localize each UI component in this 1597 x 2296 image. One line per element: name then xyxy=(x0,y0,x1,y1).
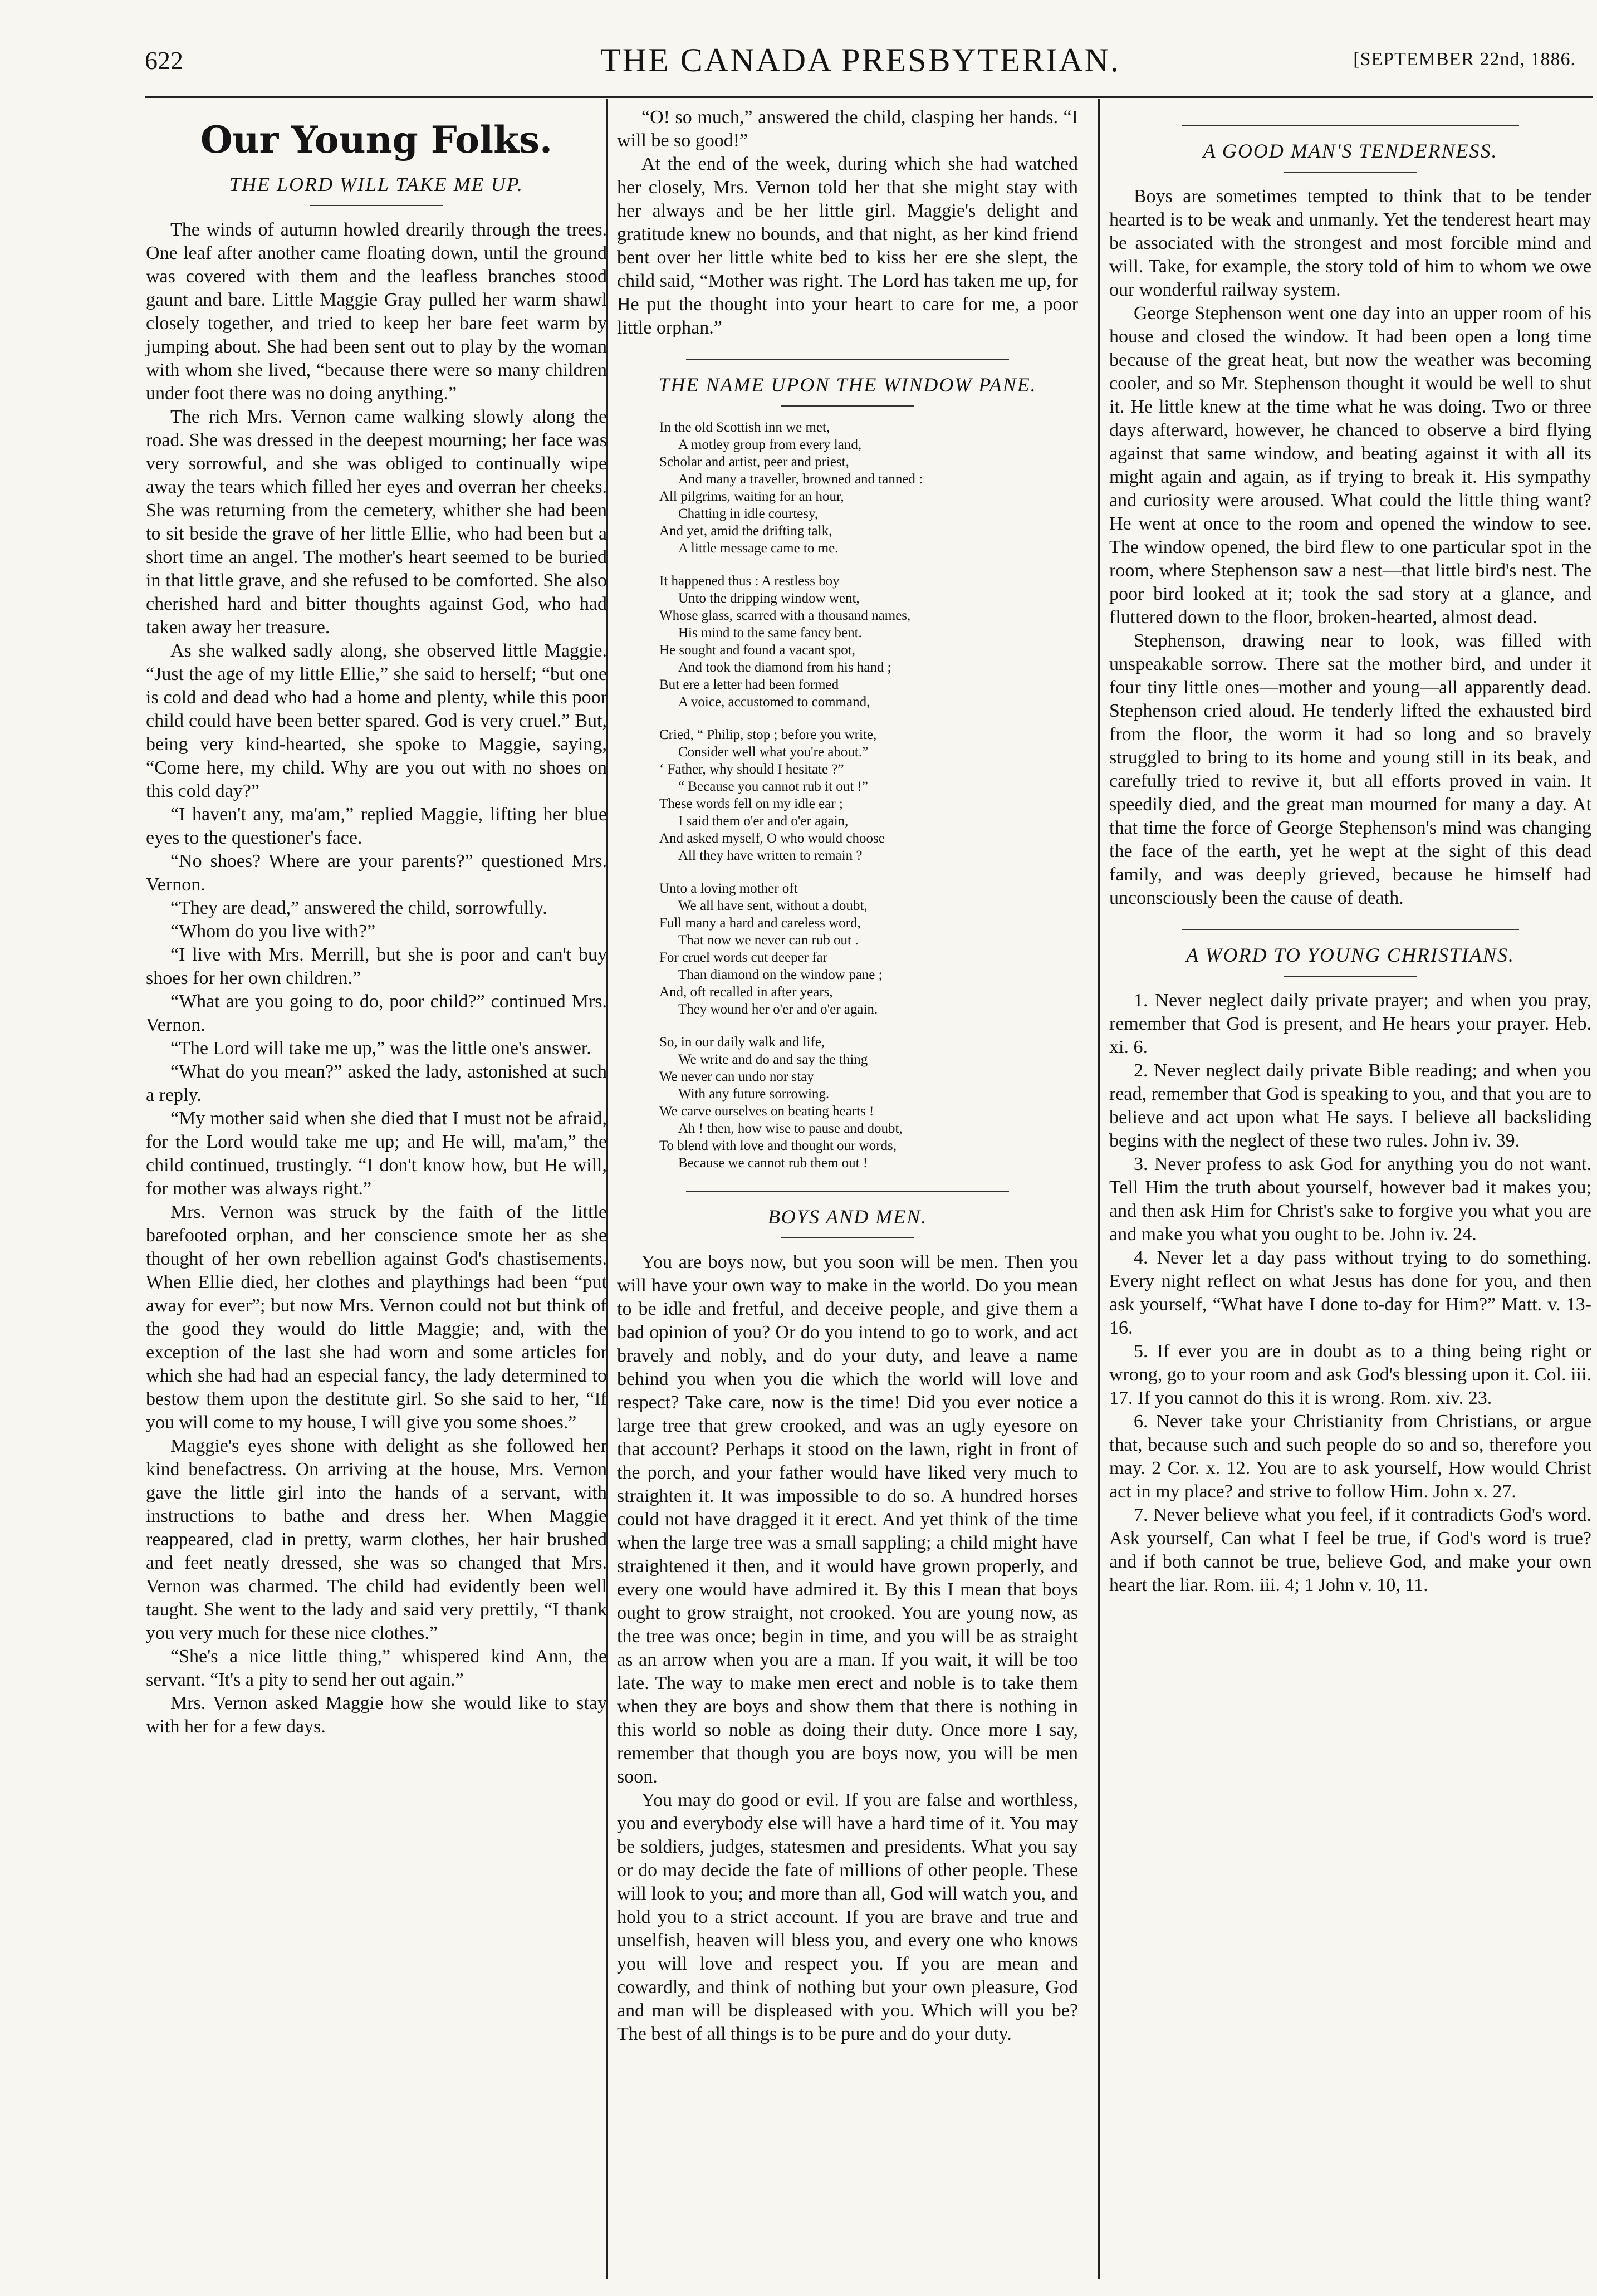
article-body xyxy=(617,1251,1078,2046)
stanza xyxy=(659,880,1078,1018)
paragraph: “They are dead,” answered the child, sorrowfully. xyxy=(170,898,547,918)
poem-line: And yet, amid the drifting talk, xyxy=(659,523,832,538)
paragraph: 1. Never neglect daily private prayer; and when you pray, remember that God is present, and He hears your prayer. Heb. xi. 6. xyxy=(1109,990,1591,1058)
poem-line: We all have sent, without a doubt, xyxy=(678,898,868,913)
poem-line: Unto the dripping window went, xyxy=(678,591,860,606)
poem-line: These words fell on my idle ear ; xyxy=(659,796,843,811)
title-rule xyxy=(781,1237,914,1238)
title-rule xyxy=(310,205,443,206)
paragraph: “No shoes? Where are your parents?” questioned Mrs. Vernon. xyxy=(146,851,607,895)
article-body xyxy=(1109,185,1591,910)
poem-line: And asked myself, O who would choose xyxy=(659,831,885,846)
article-title: THE NAME UPON THE WINDOW PANE. xyxy=(658,374,1037,396)
title-rule xyxy=(1284,976,1417,977)
paragraph: Boys are sometimes tempted to think that to be tender hearted is to be weak and unmanly. Yet the tenderest heart may be associated with the strongest and most forcible mind and will. Take, for example, the story told of him to whom we owe our wonderful railway system. xyxy=(1109,186,1591,300)
poem-line: Consider well what you're about.” xyxy=(678,745,869,760)
paragraph: “O! so much,” answered the child, clasping her hands. “I will be so good!” xyxy=(617,107,1078,151)
article-body xyxy=(146,218,607,1739)
poem-line: And, oft recalled in after years, xyxy=(659,985,833,1000)
poem-line: And took the diamond from his hand ; xyxy=(678,660,891,675)
newspaper-title: THE CANADA PRESBYTERIAN. xyxy=(600,42,1120,79)
section-rule xyxy=(686,1191,1009,1192)
poem-line: He sought and found a vacant spot, xyxy=(659,643,856,658)
paragraph: Maggie's eyes shone with delight as she followed her kind benefactress. On arriving at the house, Mrs. Vernon gave the little girl into the hands of a servant, with instructions to bathe and dress her. When Maggie reappeared, clad in pretty, warm clothes, her hair brushed and feet neatly dressed, she was so changed that Mrs. Vernon was charmed. The child had evidently been well taught. She went to the lady and said very prettily, “I thank you very much for these nice clothes.” xyxy=(146,1436,607,1643)
column-3 xyxy=(1109,106,1591,1597)
paragraph: “The Lord will take me up,” was the little one's answer. xyxy=(170,1038,591,1059)
paragraph: Mrs. Vernon was struck by the faith of the little barefooted orphan, and her conscience smote her as she thought of her own rebellion against God's chastisements. When Ellie died, her clothes and playthings had been “put away for ever”; but now Mrs. Vernon could not but think of the good they would do little Maggie; and, with the exception of the last she had worn and some articles for which she had had an especial fancy, the lady determined to bestow them upon the destitute girl. So she said to her, “If you will come to my house, I will give you some shoes.” xyxy=(146,1202,607,1433)
article-title: A GOOD MAN'S TENDERNESS. xyxy=(1203,140,1498,162)
paragraph: Stephenson, drawing near to look, was filled with unspeakable sorrow. There sat the mother bird, and under it four tiny little ones—mother and young—all apparently dead. Stephenson cried aloud. He tenderly lifted the exhausted bird from the floor, the worm it had so long and so bravely struggled to bring to its home and young still in its beak, and carefully tried to revive it, but all efforts proved in vain. It speedily died, and the great man mourned for many a day. At that time the force of George Stephenson's mind was changing the face of the earth, yet he wept at the sight of this dead family, and was deeply grieved, because he himself had unconsciously been the cause of death. xyxy=(1109,630,1591,908)
poem-line: His mind to the same fancy bent. xyxy=(678,625,862,640)
title-rule xyxy=(1284,172,1417,173)
poem-line: Whose glass, scarred with a thousand names, xyxy=(659,608,911,623)
article-title: THE LORD WILL TAKE ME UP. xyxy=(229,173,524,195)
poem-line: It happened thus : A restless boy xyxy=(659,574,840,589)
poem-line: But ere a letter had been formed xyxy=(659,677,839,692)
paragraph: “Whom do you live with?” xyxy=(170,921,376,942)
stanza xyxy=(659,1034,1078,1172)
section-rule xyxy=(1182,125,1519,126)
section-rule xyxy=(686,359,1009,360)
column-divider xyxy=(1098,99,1100,2279)
poem-line: I said them o'er and o'er again, xyxy=(678,814,849,829)
section-rule xyxy=(1182,929,1519,930)
paragraph: Mrs. Vernon asked Maggie how she would like to stay with her for a few days. xyxy=(146,1693,607,1737)
paragraph: You are boys now, but you soon will be men. Then you will have your own way to make in the world. Do you mean to be idle and fretful, and deceive people, and give them a bad opinion of you? Or do you intend to go to work, and act bravely and nobly, and do your duty, and leave a name behind you when you die which the world will love and respect? Take care, now is the time! Did you ever notice a large tree that grew crooked, and was an ugly eyesore on that account? Perhaps it stood on the lawn, right in front of the porch, and your father would have liked very much to straighten it. It was impossible to do so. A hundred horses could not have dragged it it erect. And yet think of the time when the large tree was a small sappling; a child might have straightened it then, and it would have grown properly, and every one would have admired it. By this I mean that boys ought to grow straight, not crooked. You are young now, as the tree was once; begin in time, and you will be as straight as an arrow when you are a man. If you wait, it will be too late. The way to make men erect and noble is to take them when they are boys and show them that there is nothing in this world so noble as doing their duty. Once more I say, remember that though you are boys now, you will be men soon. xyxy=(617,1252,1078,1787)
column-2 xyxy=(617,106,1078,2046)
poem-line: Scholar and artist, peer and priest, xyxy=(659,454,849,469)
poem-line: Than diamond on the window pane ; xyxy=(678,967,883,982)
paragraph: As she walked sadly along, she observed little Maggie. “Just the age of my little Ellie,” she said to herself; “but one is cold and dead who had a home and plenty, while this poor child could have been better spared. God is very cruel.” But, being very kind-hearted, she spoke to Maggie, saying, “Come here, my child. Why are you out with no shoes on this cold day?” xyxy=(146,640,607,801)
poem xyxy=(659,419,1078,1172)
stanza xyxy=(659,419,1078,557)
paragraph: George Stephenson went one day into an upper room of his house and closed the window. It had been open a long time because of the great heat, but now the weather was becoming cooler, and so Mr. Stephenson thought it would be well to shut it. He little knew at the time what he was doing. Two or three days afterward, however, he chanced to observe a bird flying against that same window, and beating against it with all its might again and again, as if trying to break it. His sympathy and curiosity were aroused. What could the little thing want? He went at once to the room and opened the window to see. The window opened, the bird flew to one particular spot in the room, where Stephenson saw a nest—that little bird's nest. The poor bird looked at it; took the sad story at a glance, and fluttered down to the floor, broken-hearted, almost dead. xyxy=(1109,303,1591,628)
poem-line: A little message came to me. xyxy=(678,541,839,556)
poem-line: Ah ! then, how wise to pause and doubt, xyxy=(678,1121,903,1136)
poem-line: We carve ourselves on beating hearts ! xyxy=(659,1104,874,1119)
poem-line: ‘ Father, why should I hesitate ?” xyxy=(659,762,844,777)
paragraph: “I live with Mrs. Merrill, but she is poor and can't buy shoes for her own children.” xyxy=(146,944,607,988)
poem-line: Because we cannot rub them out ! xyxy=(678,1156,868,1171)
section-banner: Our Young Folks. xyxy=(200,118,552,161)
paragraph: “What are you going to do, poor child?” continued Mrs. Vernon. xyxy=(146,991,607,1035)
paragraph: 3. Never profess to ask God for anything you do not want. Tell Him the truth about yourself, however bad it makes you; and then ask Him for Christ's sake to forgive you what you are and make you what you ought to be. John iv. 24. xyxy=(1109,1154,1591,1245)
column-1 xyxy=(146,106,607,1739)
paragraph: “She's a nice little thing,” whispered kind Ann, the servant. “It's a pity to send her out again.” xyxy=(146,1646,607,1690)
paragraph: You may do good or evil. If you are false and worthless, you and everybody else will have a hard time of it. You may be soldiers, judges, statesmen and presidents. What you say or do may decide the fate of millions of other people. These will look to you; and more than all, God will watch you, and hold you to a strict account. If you are brave and true and unselfish, heaven will bless you, and every one who knows you will love and respect you. If you are mean and cowardly, and think of nothing but your own pleasure, God and man will be displeased with you. Which will you be? The best of all things is to be pure and do your duty. xyxy=(617,1790,1078,2044)
stanza xyxy=(659,726,1078,864)
poem-line: With any future sorrowing. xyxy=(678,1086,830,1102)
paragraph: 4. Never let a day pass without trying to do something. Every night reflect on what Jesus has done for you, and then ask yourself, “What have I done to-day for Him?” Matt. v. 13-16. xyxy=(1109,1247,1591,1338)
paragraph: “My mother said when she died that I must not be afraid, for the Lord would take me up; and He will, ma'am,” the child continued, trustingly. “I don't know how, but He will, for mother was always right.” xyxy=(146,1108,607,1199)
poem-line: For cruel words cut deeper far xyxy=(659,950,827,965)
poem-line: We write and do and say the thing xyxy=(678,1052,868,1067)
title-rule xyxy=(781,405,914,407)
article-title: BOYS AND MEN. xyxy=(767,1206,928,1228)
article-body xyxy=(1109,989,1591,1597)
paragraph: At the end of the week, during which she had watched her closely, Mrs. Vernon told her that she might stay with her always and be her little girl. Maggie's delight and gratitude knew no bounds, and that night, as her kind friend bent over her little white bed to kiss her ere she slept, the child said, “Mother was right. The Lord has taken me up, for He put the thought into your heart to care for me, a poor little orphan.” xyxy=(617,154,1078,338)
issue-date: [SEPTEMBER 22nd, 1886. xyxy=(1353,49,1576,70)
poem-line: All pilgrims, waiting for an hour, xyxy=(659,489,844,504)
poem-line: Chatting in idle courtesy, xyxy=(678,506,819,521)
poem-line: A voice, accustomed to command, xyxy=(678,694,870,709)
poem-line: To blend with love and thought our words, xyxy=(659,1138,897,1153)
paragraph: The rich Mrs. Vernon came walking slowly along the road. She was dressed in the deepest mourning; her face was very sorrowful, and she was obliged to continually wipe away the tears which filled her eyes and overran her cheeks. She was returning from the cemetery, whither she had been to sit beside the grave of her little Ellie, who had been but a short time an angel. The mother's heart seemed to be buried in that little grave, and she refused to be comforted. She also cherished hard and bitter thoughts against God, who had taken away her treasure. xyxy=(146,407,607,638)
paragraph: 7. Never believe what you feel, if it contradicts God's word. Ask yourself, Can what I feel be true, if God's word is true? and if both cannot be true, believe God, and make your own heart the liar. Rom. iii. 4; 1 John v. 10, 11. xyxy=(1109,1505,1591,1595)
poem-line: Unto a loving mother oft xyxy=(659,881,798,896)
paragraph: “What do you mean?” asked the lady, astonished at such a reply. xyxy=(146,1061,607,1105)
poem-line: Full many a hard and careless word, xyxy=(659,916,861,931)
paragraph: “I haven't any, ma'am,” replied Maggie, lifting her blue eyes to the questioner's face. xyxy=(146,804,607,848)
article-body xyxy=(617,106,1078,340)
poem-line: And many a traveller, browned and tanned : xyxy=(678,472,923,487)
paragraph: 2. Never neglect daily private Bible reading; and when you read, remember that God is speaking to you, and that you are to believe and act upon what He says. I believe all backsliding begins with the neglect of these two rules. John iv. 39. xyxy=(1109,1060,1591,1151)
poem-line: So, in our daily walk and life, xyxy=(659,1035,825,1050)
stanza xyxy=(659,572,1078,711)
poem-line: All they have written to remain ? xyxy=(678,848,863,863)
page-number: 622 xyxy=(145,46,183,75)
poem-line: In the old Scottish inn we met, xyxy=(659,420,830,435)
poem-line: We never can undo nor stay xyxy=(659,1069,814,1084)
poem-line: That now we never can rub out . xyxy=(678,933,859,948)
paragraph: The winds of autumn howled drearily through the trees. One leaf after another came floating down, until the ground was covered with them and the leafless branches stood gaunt and bare. Little Maggie Gray pulled her warm shawl closely together, and tried to keep her bare feet warm by jumping about. She had been sent out to play by the woman with whom she lived, “because there were so many children under foot there was no doing anything.” xyxy=(146,219,607,404)
header-rule xyxy=(145,96,1593,98)
poem-line: Cried, “ Philip, stop ; before you write, xyxy=(659,727,877,742)
poem-line: A motley group from every land, xyxy=(678,437,862,452)
paragraph: 6. Never take your Christianity from Christians, or argue that, because such and such people do so and so, therefore you may. 2 Cor. x. 12. You are to ask yourself, How would Christ act in my place? and strive to follow Him. John x. 27. xyxy=(1109,1411,1591,1502)
page-header xyxy=(145,42,1576,90)
poem-line: They wound her o'er and o'er again. xyxy=(678,1002,878,1017)
article-title: A WORD TO YOUNG CHRISTIANS. xyxy=(1186,944,1515,966)
paragraph: 5. If ever you are in doubt as to a thing being right or wrong, go to your room and ask God's blessing upon it. Col. iii. 17. If you cannot do this it is wrong. Rom. xiv. 23. xyxy=(1109,1341,1591,1408)
poem-line: “ Because you cannot rub it out !” xyxy=(678,779,868,794)
